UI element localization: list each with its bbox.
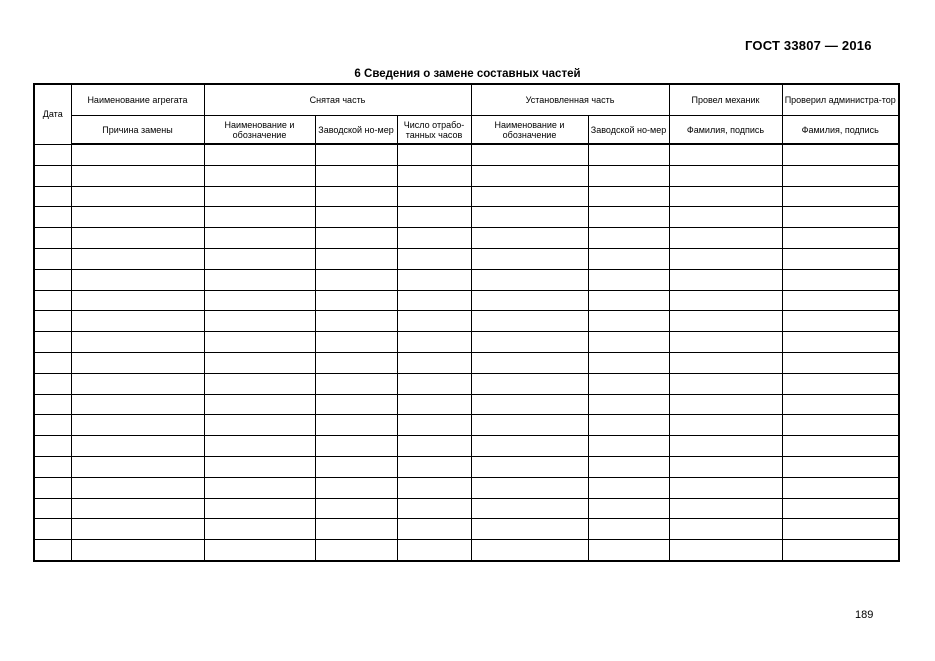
table-cell [34,165,71,186]
table-cell [34,186,71,207]
table-cell [204,144,315,165]
table-cell [71,456,204,477]
table-row [34,436,899,457]
col-installed-name-header: Наименование и обозначение [471,116,588,145]
table-cell [669,165,782,186]
table-row [34,519,899,540]
table-cell [669,207,782,228]
table-cell [315,456,397,477]
table-cell [588,352,669,373]
table-cell [669,311,782,332]
header-row-2 [34,116,899,145]
table-cell [588,519,669,540]
table-cell [588,540,669,561]
table-cell [71,415,204,436]
table-cell [204,352,315,373]
table-cell [669,332,782,353]
table-cell [71,373,204,394]
table-cell [588,311,669,332]
table-cell [34,311,71,332]
table-cell [588,477,669,498]
col-unit-name-header: Наименование агрегата [71,84,204,116]
table-cell [588,207,669,228]
table-cell [471,415,588,436]
table-cell [782,311,899,332]
table-cell [669,248,782,269]
table-cell [588,248,669,269]
table-cell [204,248,315,269]
table-cell [782,352,899,373]
table-cell [669,456,782,477]
table-cell [588,498,669,519]
table-cell [588,456,669,477]
table-cell [204,519,315,540]
col-removed-serial-header: Заводской но-мер [315,116,397,145]
table-cell [782,332,899,353]
col-mechanic-header: Провел механик [669,84,782,116]
table-cell [397,498,471,519]
table-cell [71,311,204,332]
table-cell [315,352,397,373]
table-cell [71,394,204,415]
table-cell [71,519,204,540]
table-cell [782,144,899,165]
table-cell [471,311,588,332]
table-cell [315,415,397,436]
table-cell [669,373,782,394]
table-cell [782,269,899,290]
table-cell [669,415,782,436]
table-cell [34,144,71,165]
table-cell [71,228,204,249]
table-cell [588,228,669,249]
table-row [34,456,899,477]
table-cell [471,228,588,249]
col-installed-serial-header: Заводской но-мер [588,116,669,145]
table-cell [471,373,588,394]
table-cell [397,477,471,498]
table-cell [471,207,588,228]
table-cell [315,373,397,394]
col-mechanic-sign-header: Фамилия, подпись [669,116,782,145]
table-cell [34,498,71,519]
table-cell [669,352,782,373]
table-cell [34,394,71,415]
table-cell [315,477,397,498]
table-cell [34,436,71,457]
table-cell [71,352,204,373]
col-reason-header: Причина замены [71,116,204,145]
table-row [34,477,899,498]
table-cell [71,186,204,207]
table-cell [204,228,315,249]
table-row [34,290,899,311]
table-cell [782,228,899,249]
table-cell [204,186,315,207]
table-row [34,498,899,519]
table-cell [669,519,782,540]
table-cell [397,165,471,186]
table-cell [782,290,899,311]
table-cell [471,436,588,457]
table-cell [204,290,315,311]
table-cell [204,498,315,519]
table-cell [34,477,71,498]
table-cell [397,519,471,540]
table-cell [782,436,899,457]
table-cell [71,540,204,561]
table-cell [588,290,669,311]
table-cell [204,269,315,290]
table-row [34,207,899,228]
table-cell [471,144,588,165]
table-row [34,248,899,269]
table-cell [71,207,204,228]
table-row [34,186,899,207]
table-cell [471,290,588,311]
table-cell [315,186,397,207]
col-admin-sign-header: Фамилия, подпись [782,116,899,145]
table-cell [471,248,588,269]
table-cell [588,144,669,165]
table-cell [397,186,471,207]
table-cell [315,519,397,540]
table-cell [782,540,899,561]
table-cell [204,436,315,457]
table-cell [204,477,315,498]
col-removed-name-header: Наименование и обозначение [204,116,315,145]
table-cell [397,436,471,457]
table-row [34,352,899,373]
table-cell [315,207,397,228]
table-cell [34,519,71,540]
table-cell [204,165,315,186]
table-cell [588,436,669,457]
table-cell [397,415,471,436]
table-cell [669,540,782,561]
table-cell [669,186,782,207]
table-cell [782,207,899,228]
table-cell [204,332,315,353]
table-cell [669,269,782,290]
table-cell [471,498,588,519]
table-row [34,228,899,249]
table-cell [397,394,471,415]
table-row [34,311,899,332]
table-row [34,144,899,165]
table-cell [782,248,899,269]
table-row [34,540,899,561]
table-cell [397,373,471,394]
table-cell [71,477,204,498]
table-cell [588,165,669,186]
table-cell [204,394,315,415]
table-cell [471,540,588,561]
table-cell [397,207,471,228]
table-cell [315,394,397,415]
table-cell [471,352,588,373]
table-cell [71,498,204,519]
table-cell [34,456,71,477]
table-cell [782,373,899,394]
table-cell [315,436,397,457]
table-cell [71,332,204,353]
table-cell [204,456,315,477]
table-cell [34,248,71,269]
table-cell [397,290,471,311]
table-cell [471,269,588,290]
table-cell [588,332,669,353]
table-cell [471,394,588,415]
table-cell [397,456,471,477]
table-cell [315,228,397,249]
table-cell [397,352,471,373]
table-cell [315,248,397,269]
document-code: ГОСТ 33807 — 2016 [745,38,872,53]
table-cell [34,352,71,373]
table-cell [588,373,669,394]
table-cell [34,540,71,561]
table-cell [204,373,315,394]
table-cell [782,456,899,477]
table-cell [397,248,471,269]
table-cell [204,540,315,561]
table-cell [204,415,315,436]
table-cell [669,290,782,311]
table-cell [315,165,397,186]
table-cell [34,332,71,353]
table-cell [397,269,471,290]
table-cell [71,290,204,311]
table-cell [588,394,669,415]
col-date-header: Дата [34,84,71,144]
table-cell [397,311,471,332]
table-row [34,332,899,353]
col-removed-part-header: Снятая часть [204,84,471,116]
table-cell [34,228,71,249]
table-cell [34,290,71,311]
table-cell [34,415,71,436]
table-cell [71,248,204,269]
table-cell [34,207,71,228]
table-cell [71,165,204,186]
table-cell [669,144,782,165]
table-cell [782,165,899,186]
col-admin-header: Проверил администра-тор [782,84,899,116]
table-cell [71,269,204,290]
table-cell [471,186,588,207]
table-cell [471,165,588,186]
section-title: 6 Сведения о замене составных частей [354,68,581,80]
table-cell [669,228,782,249]
table-cell [669,498,782,519]
table-cell [782,415,899,436]
table-cell [397,332,471,353]
table-cell [315,290,397,311]
col-installed-part-header: Установленная часть [471,84,669,116]
table-cell [782,498,899,519]
col-removed-hours-header: Число отрабо-танных часов [397,116,471,145]
table-row [34,415,899,436]
table-cell [471,332,588,353]
table-cell [71,436,204,457]
table-cell [588,269,669,290]
table-cell [669,477,782,498]
parts-replacement-table [33,83,900,562]
table-cell [588,415,669,436]
table-cell [782,477,899,498]
table-cell [315,540,397,561]
table-row [34,269,899,290]
table-cell [34,269,71,290]
table-cell [397,540,471,561]
table-cell [471,477,588,498]
table-cell [204,311,315,332]
table-cell [315,498,397,519]
table-cell [782,186,899,207]
table-cell [315,144,397,165]
header-row-1 [34,84,899,116]
table-cell [397,228,471,249]
table-cell [71,144,204,165]
table-cell [471,519,588,540]
table-cell [204,207,315,228]
table-cell [669,436,782,457]
table-row [34,394,899,415]
table-cell [782,519,899,540]
table-row [34,373,899,394]
table-cell [588,186,669,207]
table-cell [471,456,588,477]
table-cell [315,332,397,353]
table-cell [315,269,397,290]
page-number: 189 [855,609,874,621]
table-cell [315,311,397,332]
table-row [34,165,899,186]
table-cell [397,144,471,165]
table-cell [34,373,71,394]
table-cell [669,394,782,415]
table-cell [782,394,899,415]
